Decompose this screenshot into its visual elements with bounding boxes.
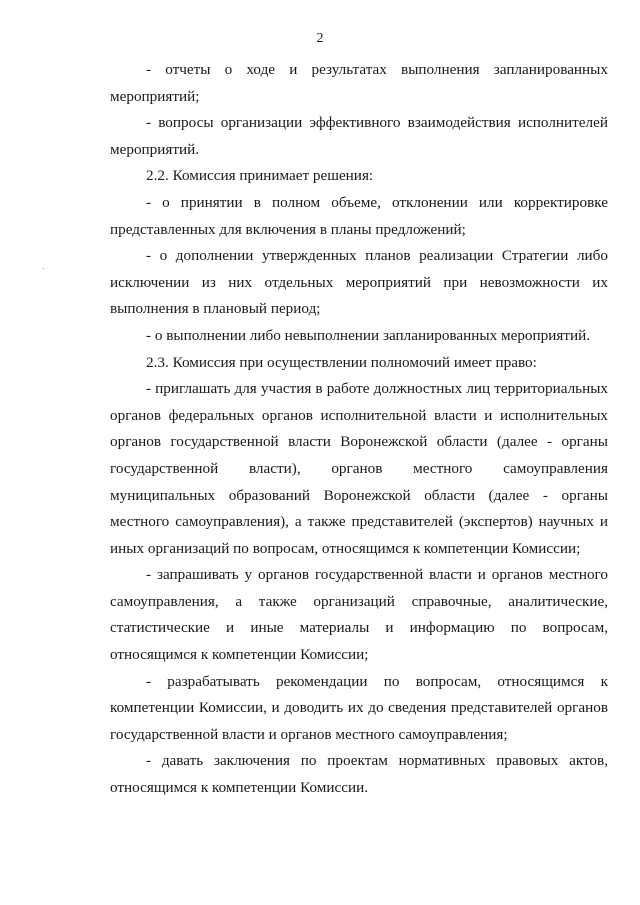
paragraph-acceptance: - о принятии в полном объеме, отклонении или корректировке представленных для включения в планы предложений; (110, 193, 608, 238)
paragraph-recommendations: - разрабатывать рекомендации по вопросам, относящимся к компетенции Комиссии, и доводить их до сведения представителей органов государственной власти и органов местного самоуправления; (110, 672, 608, 743)
page-number: 2 (316, 31, 324, 46)
paragraph-conclusions: - давать заключения по проектам нормативных правовых актов, относящимся к компетенции Комиссии. (110, 752, 608, 797)
paragraph-reports: - отчеты о ходе и результатах выполнения запланированных мероприятий; (110, 61, 608, 105)
paragraph-interaction-issues: - вопросы организации эффективного взаимодействия исполнителей мероприятий. (110, 114, 608, 158)
paragraph-supplement: - о дополнении утвержденных планов реализации Стратегии либо исключении из них отдельных мероприятий при невозможности их выполнения в плановый период; (110, 247, 608, 318)
paragraph-execution: - о выполнении либо невыполнении запланированных мероприятий. (146, 326, 591, 344)
document-body (110, 57, 608, 802)
paragraph-section-2-3: 2.3. Комиссия при осуществлении полномочий имеет право: (146, 353, 537, 371)
paragraph-invite: - приглашать для участия в работе должностных лиц территориальных органов федеральных органов исполнительной власти и исполнительных органов государственной власти Воронежской области (далее - органы государственной власти), органов местного самоуправления муниципальных образований Воронежской области (далее - органы местного самоуправления), а также представителей (экспертов) научных и иных организаций по вопросам, относящимся к компетенции Комиссии; (110, 380, 608, 557)
paragraph-request: - запрашивать у органов государственной власти и органов местного самоуправления, а также организаций справочные, аналитические, статистические и иные материалы и информацию по вопросам, относящимся к компетенции Комиссии; (110, 566, 608, 664)
paragraph-section-2-2: 2.2. Комиссия принимает решения: (146, 167, 374, 185)
margin-dot (43, 268, 44, 269)
